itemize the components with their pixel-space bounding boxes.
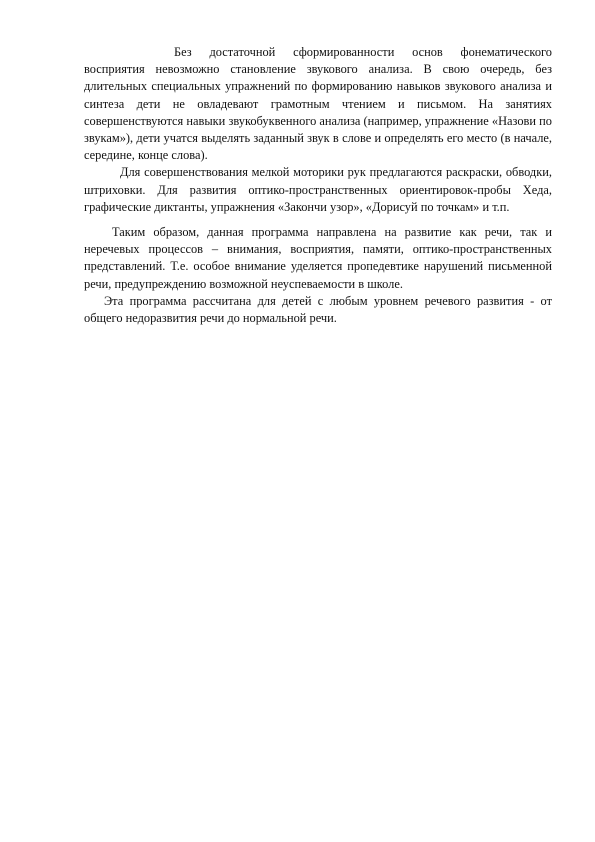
- document-body: [84, 44, 552, 327]
- paragraph-fine-motor-skills: Для совершенствования мелкой моторики рук предлагаются раскраски, обводки, штриховки. Для развития оптико-пространственных ориентировок-пробы Хеда, графические диктанты, упражнения «Закончи узор», «Дорисуй по точкам» и т.п.: [84, 165, 552, 214]
- paragraph-phonemic-perception: Без достаточной сформированности основ фонематического восприятия невозможно становление звукового анализа. В свою очередь, без длительных специальных упражнений по формированию навыков звукового анализа и синтеза дети не овладевают грамотным чтением и письмом. На занятиях совершенствуются навыки звукобуквенного анализа (например, упражнение «Назови по звукам»), дети учатся выделять заданный звук в слове и определять его место (в начале, середине, конце слова).: [84, 45, 552, 163]
- paragraph-target-audience: Эта программа рассчитана для детей с любым уровнем речевого развития - от общего недоразвития речи до нормальной речи.: [84, 293, 552, 326]
- paragraph-program-summary: Таким образом, данная программа направлена на развитие как речи, так и неречевых процессов – внимания, восприятия, памяти, оптико-пространственных представлений. Т.е. особое внимание уделяется пропедевтике нарушений письменной речи, предупреждению возможной неуспеваемости в школе.: [84, 225, 552, 291]
